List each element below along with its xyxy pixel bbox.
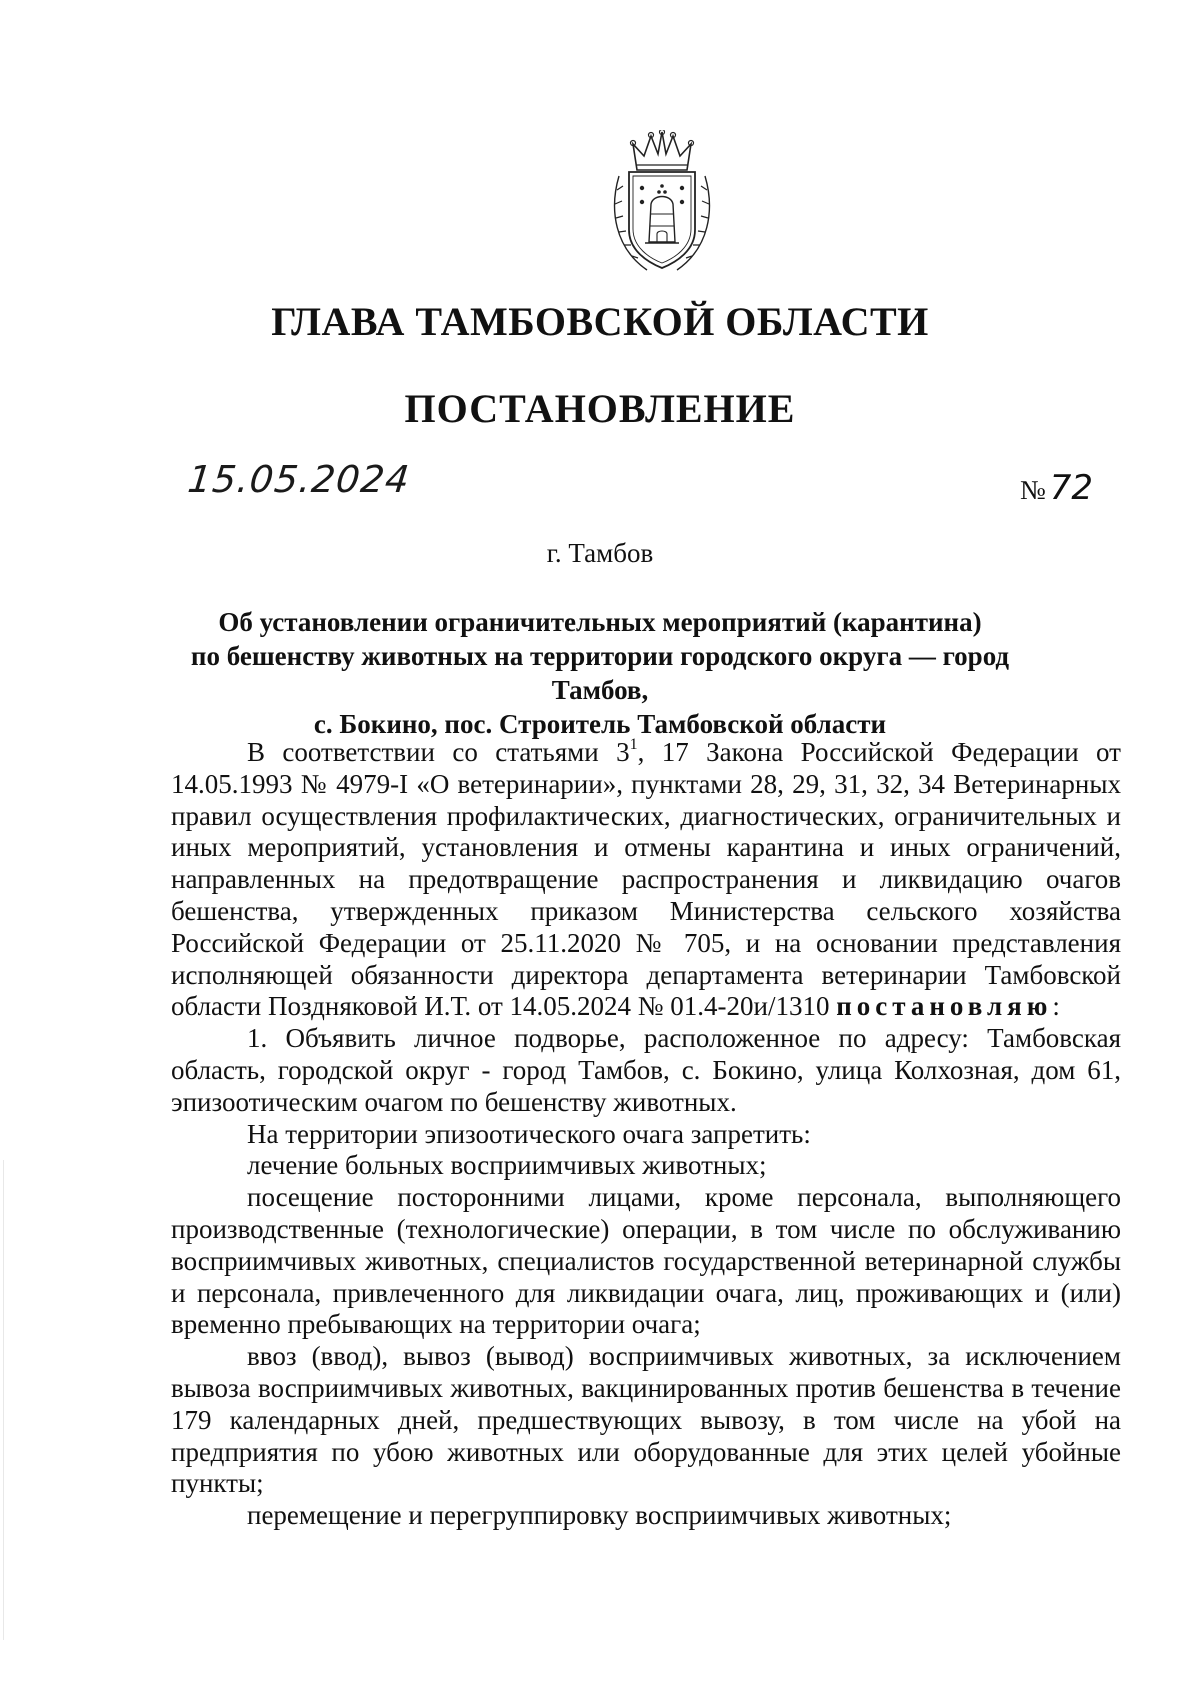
document-body — [171, 737, 1121, 1532]
decree-word: постановляю — [836, 991, 1053, 1022]
prohibition-intro: На территории эпизоотического очага запретить: — [247, 1118, 811, 1149]
scan-edge-line — [3, 1160, 4, 1640]
number-label: № — [1020, 475, 1046, 505]
document-type-title: ПОСТАНОВЛЕНИЕ — [404, 386, 796, 431]
subject-line: по бешенству животных на территории городского округа — город Тамбов, — [190, 641, 1010, 705]
prohibition-item: лечение больных восприимчивых животных; — [247, 1150, 767, 1181]
subject-line: с. Бокино, пос. Строитель Тамбовской области — [313, 709, 887, 739]
issuing-authority: ГЛАВА ТАМБОВСКОЙ ОБЛАСТИ — [271, 299, 929, 344]
prohibition-item: ввоз (ввод), вывоз (вывод) восприимчивых животных, за исключением вывоза восприимчивых животных, вакцинированных против бешенства в течение 179 календарных дней, предшествующих вывозу, в том числе на убой на предприятия по убою животных или оборудованные для этих целей убойные пункты; — [171, 1341, 1121, 1499]
document-number — [1020, 468, 1093, 508]
preamble-colon: : — [1052, 991, 1060, 1022]
document-subject — [160, 605, 1040, 741]
coat-of-arms-icon — [607, 130, 717, 276]
item-1-paragraph: 1. Объявить личное подворье, расположенное по адресу: Тамбовская область, городской округ - город Тамбов, с. Бокино, улица Колхозная, дом 61, эпизоотическим очагом по бешенству животных. — [171, 1023, 1121, 1117]
preamble-text: В соответствии со статьями 3 — [247, 737, 630, 767]
article-superscript: 1 — [629, 736, 638, 753]
prohibition-item: посещение посторонними лицами, кроме персонала, выполняющего производственные (технологические) операции, в том числе по обслуживанию восприимчивых животных, специалистов государственной ветеринарной службы и персонала, привлеченного для ликвидации очага, лиц, проживающих и (или) временно пребывающих на территории очага; — [171, 1182, 1121, 1340]
preamble-text: , 17 Закона Российской Федерации от 14.05.1993 № 4979-I «О ветеринарии», пунктами 28, 29, 31, 32, 34 Ветеринарных правил осуществления профилактических, диагностических, ограничительных и иных мероприятий, установления и отмены карантина и иных ограничений, направленных на предотвращение распространения и ликвидацию очагов бешенства, утвержденных приказом Министерства сельского хозяйства Российской Федерации от 25.11.2020 № 705, и на основании представления исполняющей обязанности директора департамента ветеринарии Тамбовской области Поздняковой И.Т. от 14.05.2024 № 01.4-20и/1310 — [171, 737, 1121, 1022]
prohibition-item: перемещение и перегруппировку восприимчивых животных; — [247, 1500, 952, 1531]
preamble-paragraph — [171, 737, 1121, 1023]
subject-line: Об установлении ограничительных мероприятий (карантина) — [218, 607, 982, 637]
city-of-issue: г. Тамбов — [546, 538, 654, 568]
handwritten-number: 72 — [1049, 468, 1094, 508]
handwritten-date: 15.05.2024 — [185, 458, 413, 501]
